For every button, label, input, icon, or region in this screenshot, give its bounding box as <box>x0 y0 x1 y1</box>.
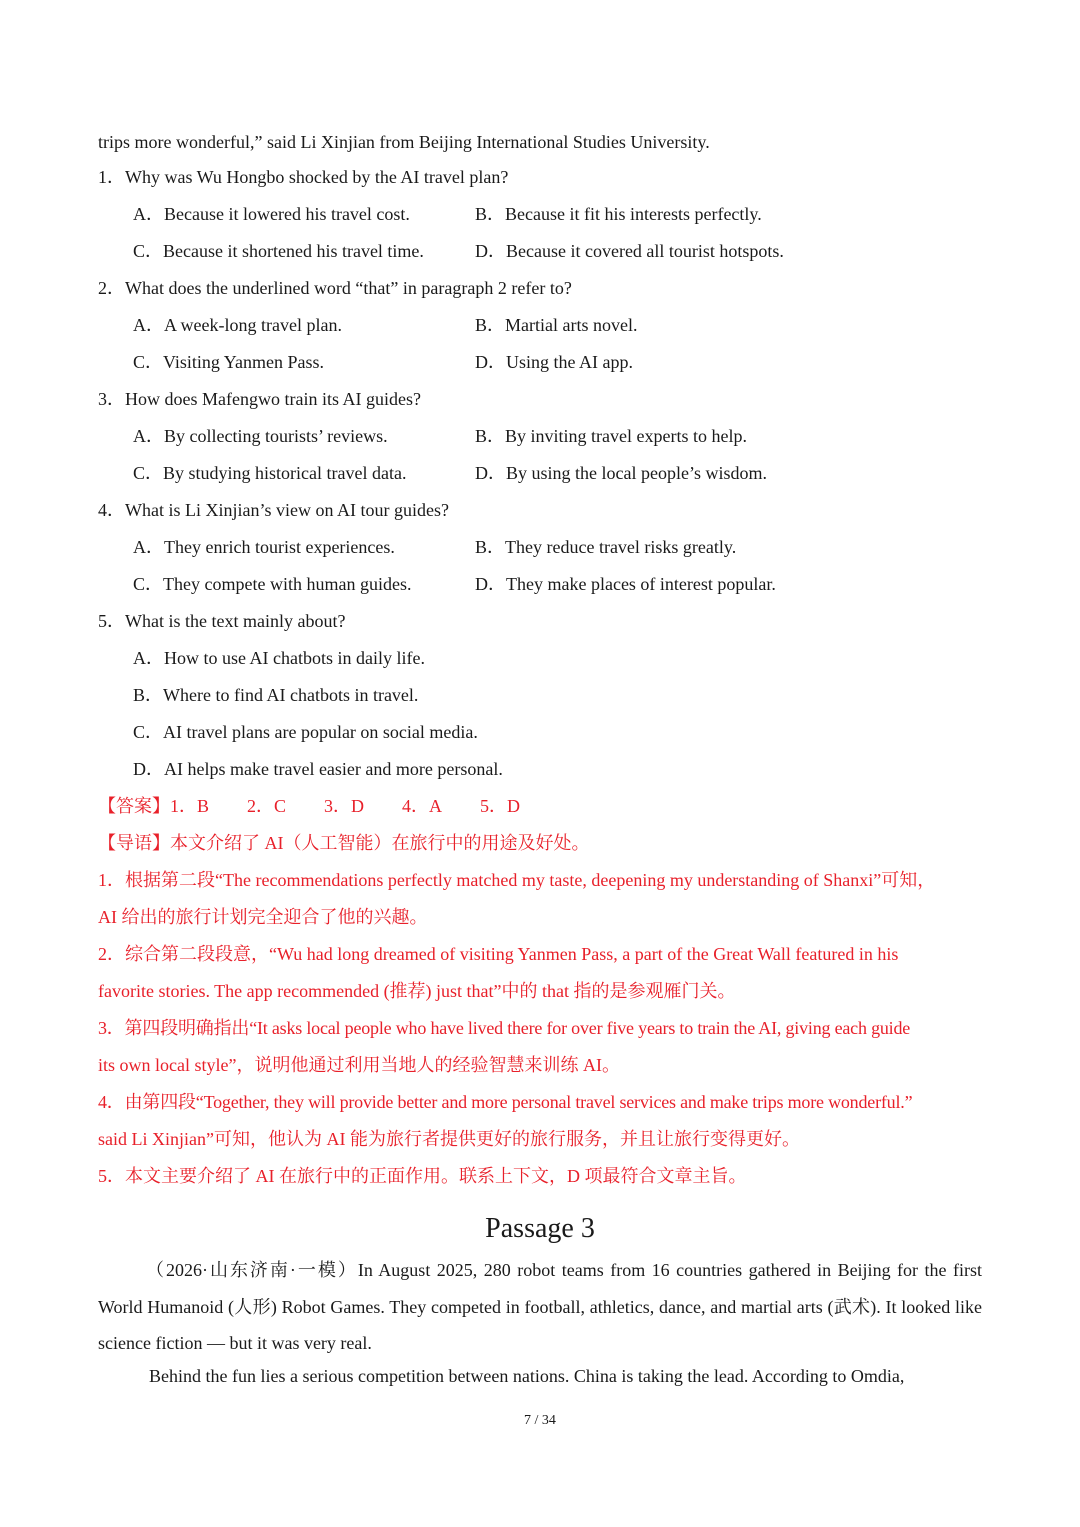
answer-label: 【答案】 <box>98 796 170 816</box>
guide-text: 【导语】本文介绍了 AI（人工智能）在旅行中的用途及好处。 <box>98 833 590 853</box>
q1-option-d: D．Because it covered all tourist hotspots. <box>475 241 784 261</box>
q2-option-b: B．Martial arts novel. <box>475 315 638 335</box>
page-number: 7 / 34 <box>524 1413 556 1428</box>
q1-option-a: A．Because it lowered his travel cost. <box>133 204 410 224</box>
passage-paragraph-1: （2026·山东济南·一模）In August 2025, 280 robot teams from 16 countries gathered in Beijing for the first World Humanoid (人形) Robot Games. They competed in football, athletics, dance, and martial arts (武术). It looked like science fiction — but it was very real. <box>98 1260 982 1353</box>
answer-4: 4．A <box>402 796 443 816</box>
answer-key <box>98 794 520 818</box>
q1-option-b: B．Because it fit his interests perfectly. <box>475 204 762 224</box>
question-1-stem: 1．Why was Wu Hongbo shocked by the AI travel plan? <box>98 167 509 187</box>
question-5-stem: 5．What is the text mainly about? <box>98 611 346 631</box>
q3-option-d: D．By using the local people’s wisdom. <box>475 463 767 483</box>
explanation-3-line-2: its own local style”，说明他通过利用当地人的经验智慧来训练 AI。 <box>98 1055 620 1075</box>
q5-option-b: B．Where to find AI chatbots in travel. <box>133 685 419 705</box>
explanation-3-line-1: 3．第四段明确指出“It asks local people who have lived there for over five years to train the AI, giving each guide <box>98 1018 911 1038</box>
question-3-stem: 3．How does Mafengwo train its AI guides? <box>98 389 421 409</box>
explanation-1-line-1: 1．根据第二段“The recommendations perfectly matched my taste, deepening my understanding of Shanxi”可知， <box>98 870 936 890</box>
q2-option-c: C．Visiting Yanmen Pass. <box>133 352 324 372</box>
q5-option-c: C．AI travel plans are popular on social media. <box>133 722 478 742</box>
q5-option-a: A．How to use AI chatbots in daily life. <box>133 648 425 668</box>
q4-option-b: B．They reduce travel risks greatly. <box>475 537 737 557</box>
passage-paragraph-2: Behind the fun lies a serious competition between nations. China is taking the lead. According to Omdia, <box>149 1366 905 1386</box>
q1-option-c: C．Because it shortened his travel time. <box>133 241 424 261</box>
passage-title: Passage 3 <box>485 1213 595 1244</box>
q4-option-c: C．They compete with human guides. <box>133 574 412 594</box>
question-2-stem: 2．What does the underlined word “that” in paragraph 2 refer to? <box>98 278 572 298</box>
q5-option-d: D．AI helps make travel easier and more personal. <box>133 759 503 779</box>
q2-option-a: A．A week-long travel plan. <box>133 315 342 335</box>
explanation-2-line-2: favorite stories. The app recommended (推荐) just that”中的 that 指的是参观雁门关。 <box>98 981 736 1001</box>
answer-1: 1．B <box>170 796 210 816</box>
explanation-1-line-2: AI 给出的旅行计划完全迎合了他的兴趣。 <box>98 907 428 927</box>
answer-3: 3．D <box>324 796 365 816</box>
q4-option-a: A．They enrich tourist experiences. <box>133 537 395 557</box>
explanation-4-line-2: said Li Xinjian”可知，他认为 AI 能为旅行者提供更好的旅行服务，并且让旅行变得更好。 <box>98 1129 800 1149</box>
answer-2: 2．C <box>247 796 287 816</box>
q2-option-d: D．Using the AI app. <box>475 352 633 372</box>
explanation-2-line-1: 2．综合第二段段意，“Wu had long dreamed of visiting Yanmen Pass, a part of the Great Wall featured in his <box>98 944 899 964</box>
q4-option-d: D．They make places of interest popular. <box>475 574 776 594</box>
explanation-4-line-1: 4．由第四段“Together, they will provide better and more personal travel services and make trips more wonderful.” <box>98 1092 913 1112</box>
intro-line: trips more wonderful,” said Li Xinjian from Beijing International Studies University. <box>98 132 710 152</box>
answer-5: 5．D <box>480 796 521 816</box>
q3-option-a: A．By collecting tourists’ reviews. <box>133 426 388 446</box>
explanation-5-line-1: 5．本文主要介绍了 AI 在旅行中的正面作用。联系上下文，D 项最符合文章主旨。 <box>98 1166 747 1186</box>
q3-option-b: B．By inviting travel experts to help. <box>475 426 747 446</box>
question-4-stem: 4．What is Li Xinjian’s view on AI tour guides? <box>98 500 449 520</box>
q3-option-c: C．By studying historical travel data. <box>133 463 407 483</box>
